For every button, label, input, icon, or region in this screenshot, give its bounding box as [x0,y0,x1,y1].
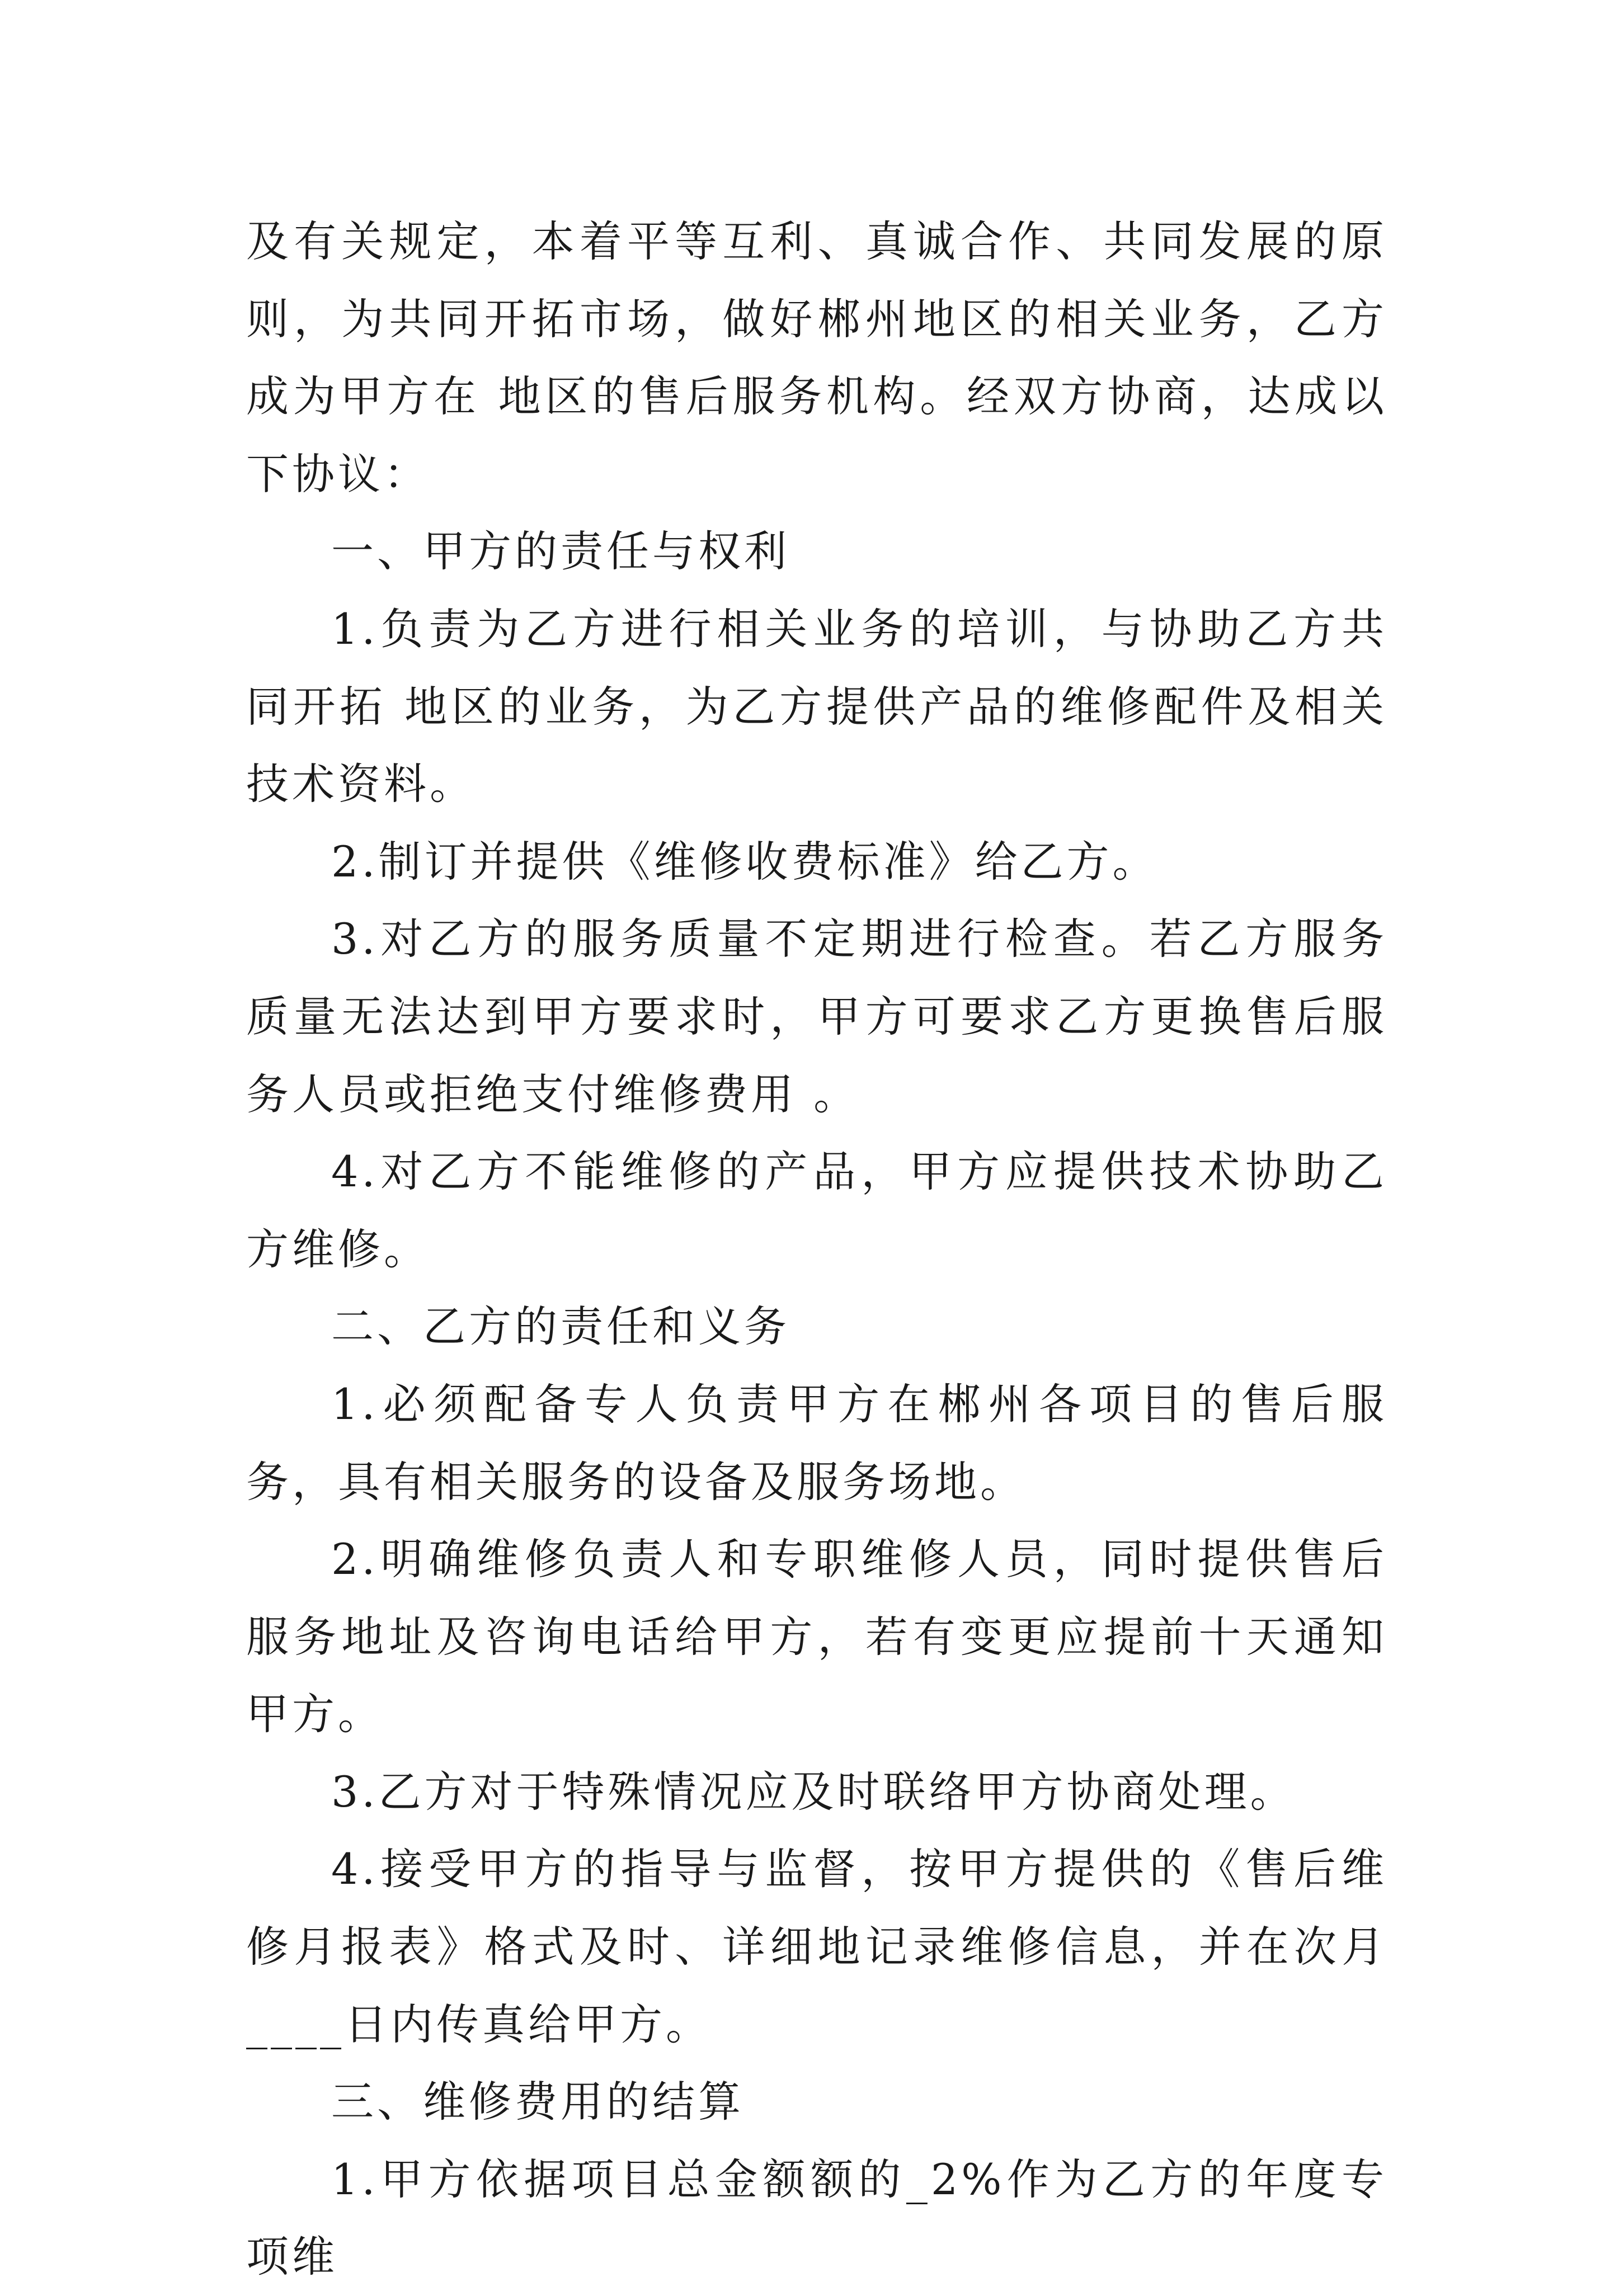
clause-1-2: 2.制订并提供《维修收费标准》给乙方。 [331,836,1159,887]
section-heading-1: 一、甲方的责任与权利 [331,526,790,577]
clause-3-1: 1.甲方依据项目总金额额的_2%作为乙方的年度专项维 [246,2154,1387,2282]
section-heading-3: 三、维修费用的结算 [331,2077,744,2127]
clause-2-3: 3.乙方对于特殊情况应及时联络甲方协商处理。 [331,1766,1296,1817]
clause-1-1: 1.负责为乙方进行相关业务的培训，与协助乙方共同开拓 地区的业务，为乙方提供产品的维修配件及相关技术资料。 [246,604,1387,809]
clause-1-4: 4.对乙方不能维修的产品，甲方应提供技术协助乙方维修。 [246,1147,1387,1274]
clause-2-4: 4.接受甲方的指导与监督，按甲方提供的《售后维修月报表》格式及时、详细地记录维修信息，并在次月____日内传真给甲方。 [246,1844,1387,2049]
clause-2-2: 2.明确维修负责人和专职维修人员，同时提供售后服务地址及咨询电话给甲方，若有变更应提前十天通知甲方。 [246,1534,1387,1739]
document-body [246,203,1387,2296]
clause-1-3: 3.对乙方的服务质量不定期进行检查。若乙方服务质量无法达到甲方要求时，甲方可要求乙方更换售后服务人员或拒绝支付维修费用 。 [246,914,1387,1119]
intro-paragraph: 及有关规定，本着平等互利、真诚合作、共同发展的原则，为共同开拓市场，做好郴州地区的相关业务，乙方成为甲方在 地区的售后服务机构。经双方协商，达成以下协议： [246,216,1387,499]
clause-2-1: 1.必须配备专人负责甲方在郴州各项目的售后服务，具有相关服务的设备及服务场地。 [246,1379,1387,1507]
section-heading-2: 二、乙方的责任和义务 [331,1302,790,1352]
